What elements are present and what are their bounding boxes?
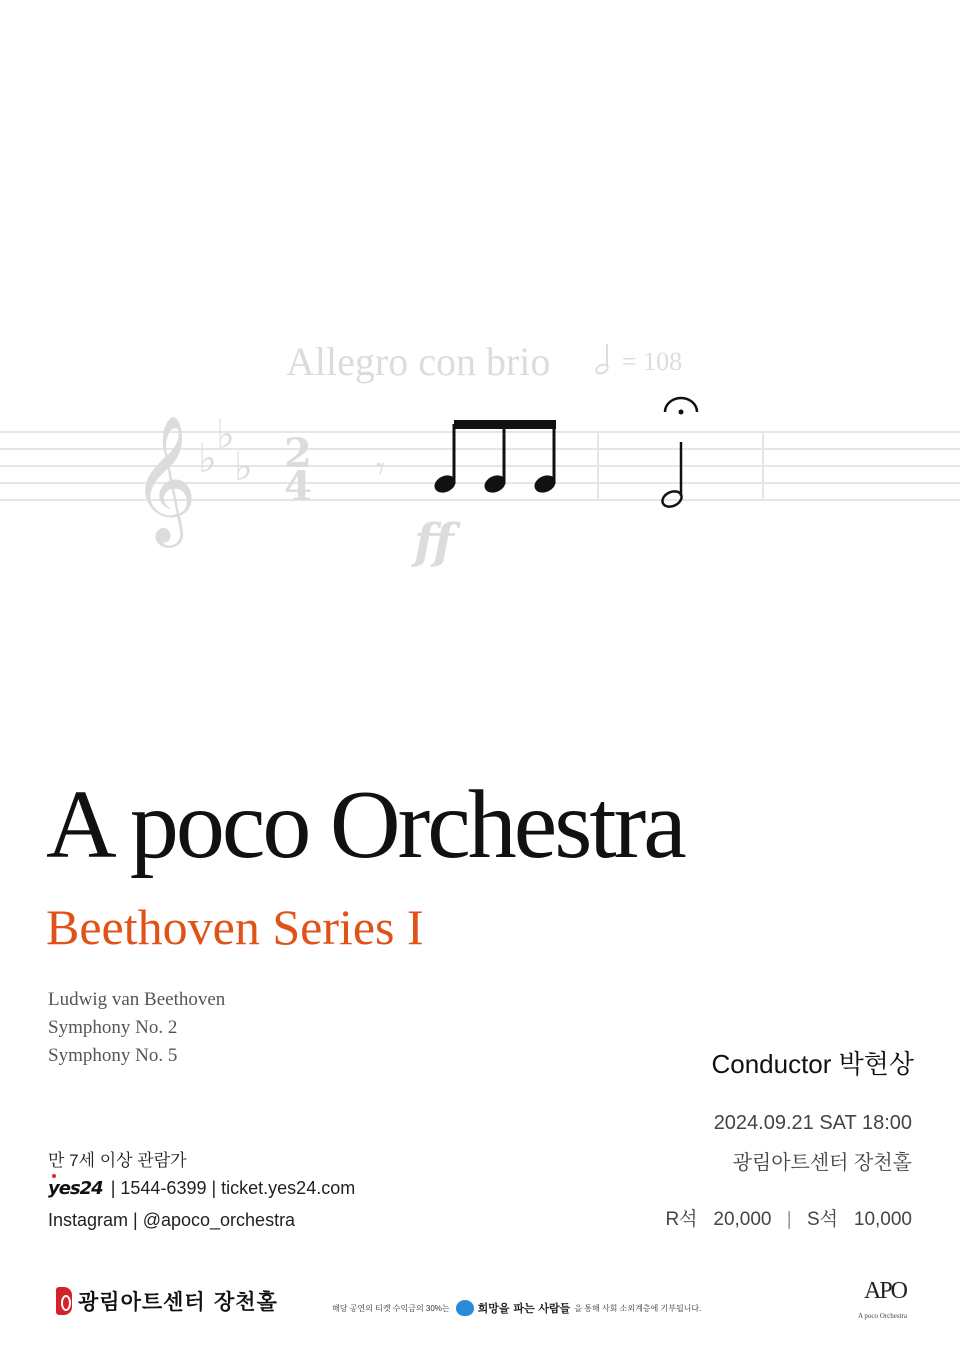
heart-icon bbox=[456, 1300, 474, 1316]
yes24-logo: yes24 bbox=[48, 1178, 103, 1199]
donation-prefix: 해당 공연의 티켓 수익금의 30%는 bbox=[332, 1303, 450, 1313]
page-title: A poco Orchestra bbox=[46, 771, 684, 879]
score-illustration bbox=[0, 320, 960, 590]
composer: Ludwig van Beethoven bbox=[48, 989, 226, 1010]
program-item: Symphony No. 5 bbox=[48, 1045, 178, 1066]
orchestra-logo bbox=[860, 1278, 908, 1326]
hall-logo-text: 광림아트센터 장천홀 bbox=[78, 1290, 278, 1314]
price-seat: R석 bbox=[665, 1209, 698, 1230]
hall-logo-icon bbox=[56, 1287, 72, 1315]
instagram-handle: Instagram | @apoco_orchestra bbox=[48, 1210, 296, 1230]
flat-icon: ♭ bbox=[216, 412, 235, 458]
orchestra-logo-mark: APO bbox=[864, 1278, 907, 1304]
treble-clef-icon: 𝄞 bbox=[132, 414, 198, 542]
fermata-icon bbox=[665, 398, 697, 415]
ticketing-contact: | 1544-6399 | ticket.yes24.com bbox=[110, 1178, 356, 1198]
divider: | bbox=[786, 1209, 792, 1230]
program-item: Symphony No. 2 bbox=[48, 1017, 178, 1038]
ticketing-info bbox=[48, 1178, 355, 1199]
hall-logo bbox=[56, 1286, 278, 1316]
orchestra-logo-caption: A poco Orchestra bbox=[858, 1312, 907, 1320]
eighth-rest-icon: 𝄾 bbox=[376, 449, 386, 489]
event-datetime: 2024.09.21 SAT 18:00 bbox=[713, 1112, 912, 1134]
price-value: 20,000 bbox=[713, 1209, 772, 1230]
time-signature-top: 2 bbox=[284, 430, 312, 477]
flat-icon: ♭ bbox=[234, 444, 253, 490]
event-venue: 광림아트센터 장천홀 bbox=[732, 1152, 912, 1174]
donation-org: 희망을 파는 사람들 bbox=[477, 1302, 571, 1315]
series-subtitle: Beethoven Series I bbox=[46, 899, 424, 955]
price-seat: S석 bbox=[807, 1209, 839, 1230]
metronome-value: = 108 bbox=[622, 347, 683, 376]
price-value: 10,000 bbox=[853, 1209, 912, 1230]
conductor: Conductor 박현상 bbox=[711, 1049, 914, 1079]
donation-notice bbox=[332, 1300, 701, 1316]
tempo-marking: Allegro con brio bbox=[286, 339, 551, 384]
metronome-note-icon bbox=[595, 344, 609, 375]
ticket-prices bbox=[665, 1204, 912, 1231]
program-list bbox=[48, 986, 225, 1070]
time-signature-bottom: 4 bbox=[284, 463, 312, 510]
donation-suffix: 을 통해 사회 소외계층에 기부됩니다. bbox=[574, 1303, 702, 1313]
age-limit: 만 7세 이상 관람가 bbox=[48, 1151, 187, 1170]
flat-icon: ♭ bbox=[198, 436, 217, 482]
dynamic-marking: ff bbox=[414, 514, 454, 570]
